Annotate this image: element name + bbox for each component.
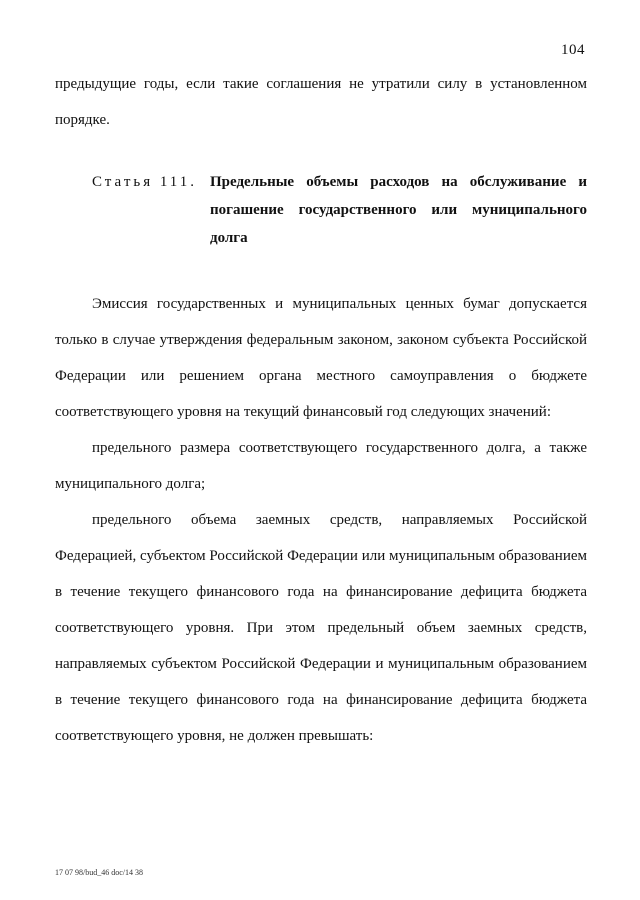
article-title: Предельные объемы расходов на обслуживание и погашение государственного или муниципального долга	[210, 174, 587, 246]
paragraph-borrowing-limit: предельного объема заемных средств, направляемых Российской Федерацией, субъектом Российской Федерации или муниципальным образованием в течение текущего финансового года на финансирование дефицита бюджета соответствующего уровня. При этом предельный объем заемных средств, направляемых субъектом Российской Федерации и муниципальным образованием в течение текущего финансового года на финансирование дефицита бюджета соответствующего уровня, не должен превышать:	[55, 512, 587, 744]
page-number: 104	[561, 42, 585, 58]
paragraph-debt-limit: предельного размера соответствующего государственного долга, а также муниципального долга;	[55, 440, 587, 492]
intro-paragraph: предыдущие годы, если такие соглашения не утратили силу в установленном порядке.	[55, 76, 587, 128]
article-heading	[55, 168, 587, 252]
article-label: Статья 111.	[92, 174, 197, 190]
document-body	[55, 66, 587, 754]
paragraph-emission: Эмиссия государственных и муниципальных ценных бумаг допускается только в случае утверждения федеральным законом, законом субъекта Российской Федерации или решением органа местного самоуправления о бюджете соответствующего уровня на текущий финансовый год следующих значений:	[55, 296, 587, 420]
footer-file-reference: 17 07 98/bud_46 doc/14 38	[55, 868, 143, 877]
